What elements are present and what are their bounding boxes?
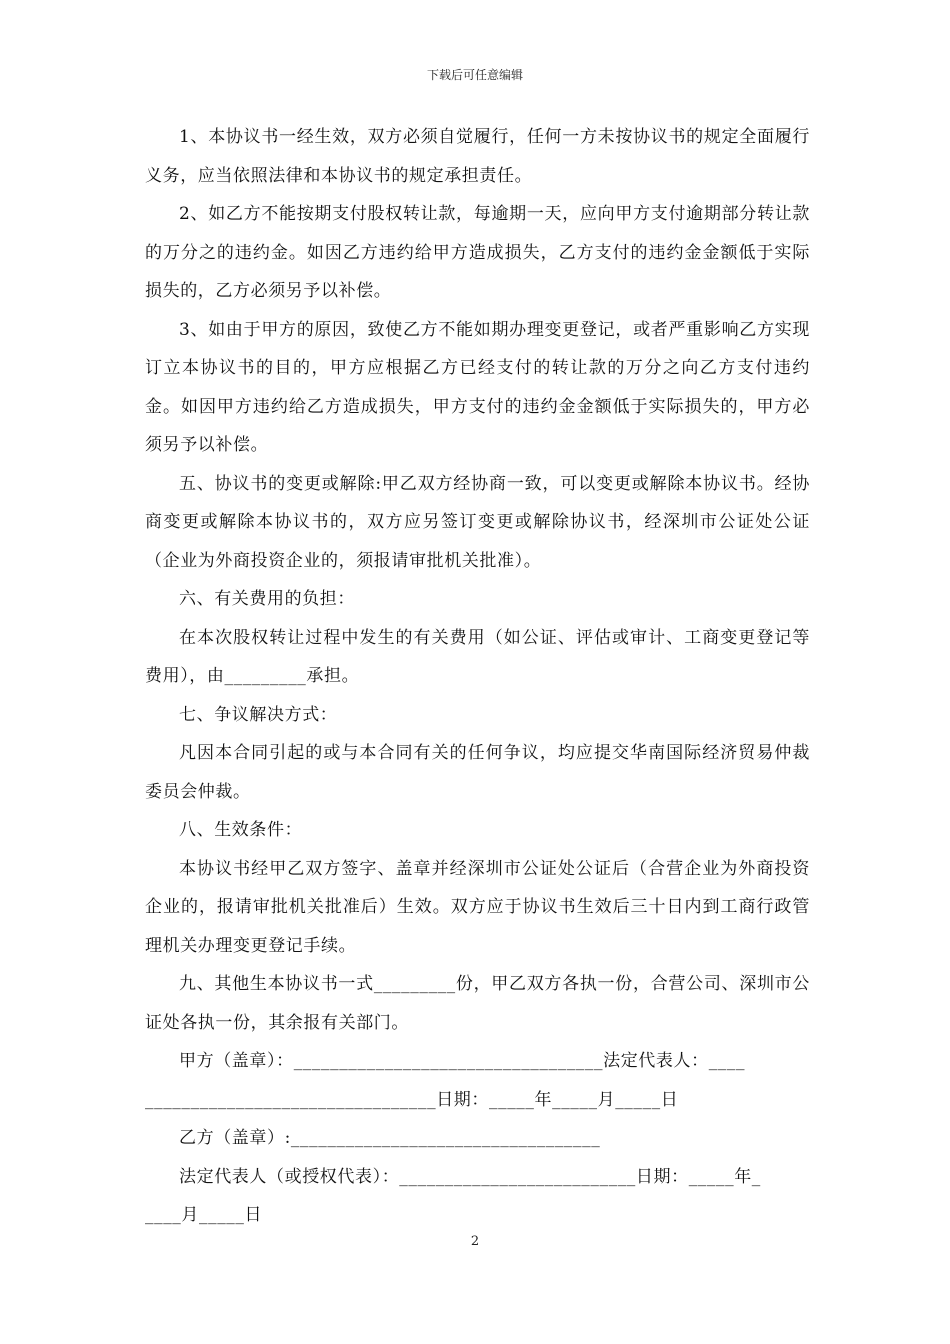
party-b-signature-line: 乙方（盖章）:__________________________________	[179, 1128, 601, 1148]
page-number: 2	[470, 1234, 480, 1249]
section-five-paragraph: 五、协议书的变更或解除:甲乙双方经协商一致，可以变更或解除本协议书。经协商变更或解除本协议书的，双方应另签订变更或解除协议书，经深圳市公证处公证（企业为外商投资企业的，须报请审批机关批准）。	[145, 473, 810, 571]
clause-paragraph: 2、如乙方不能按期支付股权转让款，每逾期一天，应向甲方支付逾期部分转让款的万分之的违约金。如因乙方违约给甲方造成损失，乙方支付的违约金金额低于实际损失的，乙方必须另予以补偿。	[145, 204, 810, 301]
clause-paragraph: 3、如由于甲方的原因，致使乙方不能如期办理变更登记，或者严重影响乙方实现订立本协议书的目的，甲方应根据乙方已经支付的转让款的万分之向乙方支付违约金。如因甲方违约给乙方造成损失，甲方支付的违约金金额低于实际损失的，甲方必须另予以补偿。	[145, 319, 810, 455]
representative-date-line: ____月_____日	[145, 1205, 263, 1225]
page-header-note: 下载后可任意编辑	[426, 68, 523, 82]
section-eight-heading: 八、生效条件：	[179, 820, 303, 840]
party-a-date-line: ________________________________日期：_____年_____月_____日	[145, 1089, 679, 1110]
section-six-heading: 六、有关费用的负担：	[179, 589, 355, 609]
representative-signature-line: 法定代表人（或授权代表）：__________________________日期：_____年_	[179, 1166, 761, 1187]
party-a-signature-line: 甲方（盖章）：__________________________________法定代表人：____	[179, 1051, 746, 1071]
section-eight-paragraph: 本协议书经甲乙双方签字、盖章并经深圳市公证处公证后（合营企业为外商投资企业的，报请审批机关批准后）生效。双方应于协议书生效后三十日内到工商行政管理机关办理变更登记手续。	[145, 858, 810, 956]
clause-paragraph: 1、本协议书一经生效，双方必须自觉履行，任何一方未按协议书的规定全面履行义务，应当依照法律和本协议书的规定承担责任。	[145, 127, 810, 186]
section-six-paragraph: 在本次股权转让过程中发生的有关费用（如公证、评估或审计、工商变更登记等费用），由_________承担。	[145, 627, 810, 686]
section-nine-paragraph: 九、其他生本协议书一式_________份，甲乙双方各执一份，合营公司、深圳市公证处各执一份，其余报有关部门。	[145, 974, 810, 1033]
section-seven-paragraph: 凡因本合同引起的或与本合同有关的任何争议，均应提交华南国际经济贸易仲裁委员会仲裁。	[145, 743, 810, 802]
section-seven-heading: 七、争议解决方式：	[179, 704, 338, 725]
document-body	[145, 118, 810, 1235]
